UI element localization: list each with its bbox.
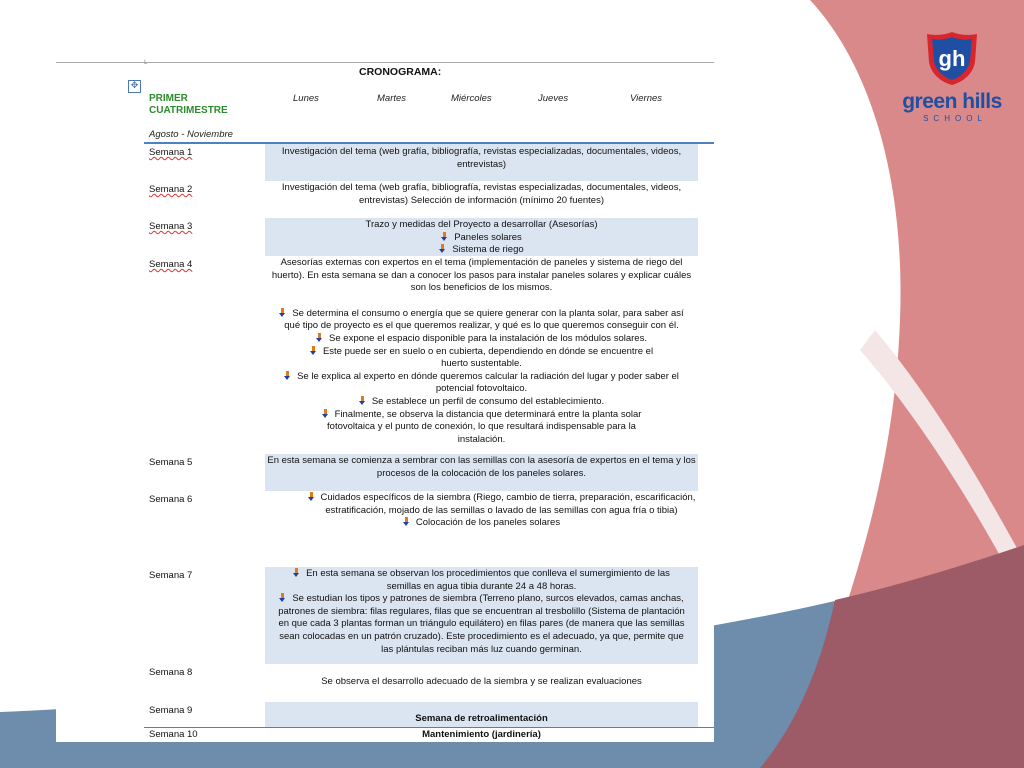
arrow-bullet-icon	[403, 517, 410, 526]
table-row	[144, 727, 714, 741]
arrow-bullet-icon	[279, 593, 286, 602]
arrow-bullet-icon	[293, 568, 300, 577]
bullet-item: Se le explica al experto en dónde queremos calcular la radiación del lugar y poder saber el potencial fotovoltaico.	[265, 371, 698, 396]
schedule-table	[144, 142, 714, 741]
week-activity: Se observa el desarrollo adecuado de la siembra y se realizan evaluaciones	[321, 676, 642, 687]
table-row	[144, 144, 714, 181]
week-activity: Investigación del tema (web grafía, bibliografía, revistas especializadas, documentales, videos, entrevistas) Selección de información (mínimo 20 fuentes)	[281, 182, 682, 206]
bullet-item: Se establece un perfil de consumo del establecimiento.	[265, 396, 698, 409]
bullet-item: En esta semana se observan los procedimientos que conlleva el sumergimiento de las semillas en agua tibia durante 24 a 48 horas.	[265, 568, 698, 593]
logo-name: green hills	[902, 90, 1002, 113]
bullet-item: Se determina el consumo o energía que se quiere generar con la planta solar, para saber así qué tipo de proyecto es el que queremos realizar, y qué es lo que queremos conseguir con él.	[265, 308, 698, 333]
week-label: Semana 10	[149, 729, 198, 740]
bullet-item: Finalmente, se observa la distancia que determinará entre la planta solar fotovoltaica y el punto de conexión, lo que resultará indispensable para la instalación.	[265, 409, 698, 447]
period-label: Agosto - Noviembre	[149, 129, 233, 140]
week-activity: En esta semana se comienza a sembrar con las semillas con la asesoría de expertos en el tema y los procesos de la colocación de los paneles solares.	[265, 454, 698, 491]
week-label: Semana 7	[149, 570, 193, 581]
table-row	[144, 702, 714, 727]
week-activity: Asesorías externas con expertos en el tema (implementación de paneles y sistema de riego del huerto). En esta semana se dan a conocer los pasos para instalar paneles solares y explicar cuáles son los beneficios de los mismos. Se determina el consumo o energía que se quiere generar con la planta solar, para saber así qué tipo de proyecto es el que queremos realizar, y qué es lo que queremos conseguir con él. Se expone el espacio disponible para la instalación de los módulos solares. Este puede ser en suelo o en cubierta, dependiendo en dónde se encuentre el huerto sustentable. Se le explica al experto en dónde queremos calcular la radiación del lugar y poder saber el potencial fotovoltaico. Se establece un perfil de consumo del establecimiento. Finalmente, se observa la distancia que determinará entre la planta solar fotovoltaica y el punto de conexión, lo que resultará indispensable para la instalación.	[265, 257, 698, 446]
week-label: Semana 4	[149, 259, 193, 270]
bullet-item: Cuidados específicos de la siembra (Riego, cambio de tierra, preparación, escarificación, estratificación, mojado de las semillas o lavado de las semillas con agua fría o tibia)	[265, 492, 698, 517]
margin-mark: L	[144, 59, 148, 66]
arrow-bullet-icon	[439, 244, 446, 253]
table-row	[144, 567, 714, 664]
day-header-thursday: Jueves	[538, 93, 569, 104]
arrow-bullet-icon	[279, 308, 286, 317]
arrow-bullet-icon	[310, 346, 317, 355]
week-activity	[265, 492, 698, 530]
schedule-document	[56, 56, 714, 742]
day-header-monday: Lunes	[293, 93, 319, 104]
table-row	[144, 218, 714, 256]
table-row	[144, 454, 714, 491]
bullet-item: Colocación de los paneles solares	[265, 517, 698, 530]
day-header-tuesday: Martes	[377, 93, 407, 104]
arrow-bullet-icon	[322, 409, 329, 418]
week-label: Semana 8	[149, 667, 193, 678]
bullet-item: Sistema de riego	[265, 244, 698, 257]
arrow-bullet-icon	[308, 492, 315, 501]
logo-subtitle: SCHOOL	[923, 114, 987, 123]
week-label: Semana 3	[149, 221, 193, 232]
bullet-item: Paneles solares	[265, 232, 698, 245]
arrow-bullet-icon	[316, 333, 323, 342]
logo-initials: gh	[938, 46, 966, 71]
week-label: Semana 6	[149, 494, 193, 505]
table-row	[144, 491, 714, 567]
day-header-wednesday: Miércoles	[451, 93, 492, 104]
week-activity: Trazo y medidas del Proyecto a desarrollar (Asesorías) Paneles solares Sistema de riego	[265, 218, 698, 256]
week-label: Semana 2	[149, 184, 193, 195]
arrow-bullet-icon	[284, 371, 291, 380]
table-move-handle-icon[interactable]: ✥	[128, 80, 141, 93]
week-label: Semana 9	[149, 705, 193, 716]
document-title: CRONOGRAMA:	[359, 66, 442, 78]
document-top-rule	[56, 62, 714, 63]
bullet-item: Se estudian los tipos y patrones de siembra (Terreno plano, surcos elevados, camas anchas, patrones de siembra: filas regulares, filas que se encuentran al tresbolillo (Sistema de plantación en que cada 3 plantas forman un triángulo equilátero) en filas pares (de manera que las semillas sean colocadas en un patrón cruzado). Este procedimiento es el adecuado, ya que, permite que las plántulas reciban más luz cuando germinan.	[278, 593, 685, 655]
table-row	[144, 181, 714, 218]
school-logo	[896, 30, 1008, 123]
day-header-friday: Viernes	[630, 93, 663, 104]
table-row	[144, 664, 714, 702]
week-activity: Semana de retroalimentación	[265, 702, 698, 727]
week-activity: Mantenimiento (jardinería)	[422, 729, 541, 740]
arrow-bullet-icon	[441, 232, 448, 241]
table-row	[144, 256, 714, 454]
week-label: Semana 5	[149, 457, 193, 468]
bullet-item: Se expone el espacio disponible para la instalación de los módulos solares.	[265, 333, 698, 346]
week-label: Semana 1	[149, 147, 193, 158]
arrow-bullet-icon	[359, 396, 366, 405]
week-activity: Investigación del tema (web grafía, bibliografía, revistas especializadas, documentales, videos, entrevistas)	[265, 144, 698, 181]
week-activity	[265, 567, 698, 664]
gh-shield-icon	[925, 30, 979, 86]
bullet-item: Este puede ser en suelo o en cubierta, dependiendo en dónde se encuentre el huerto sustentable.	[265, 346, 698, 371]
term-label: PRIMER CUATRIMESTRE	[149, 93, 228, 116]
